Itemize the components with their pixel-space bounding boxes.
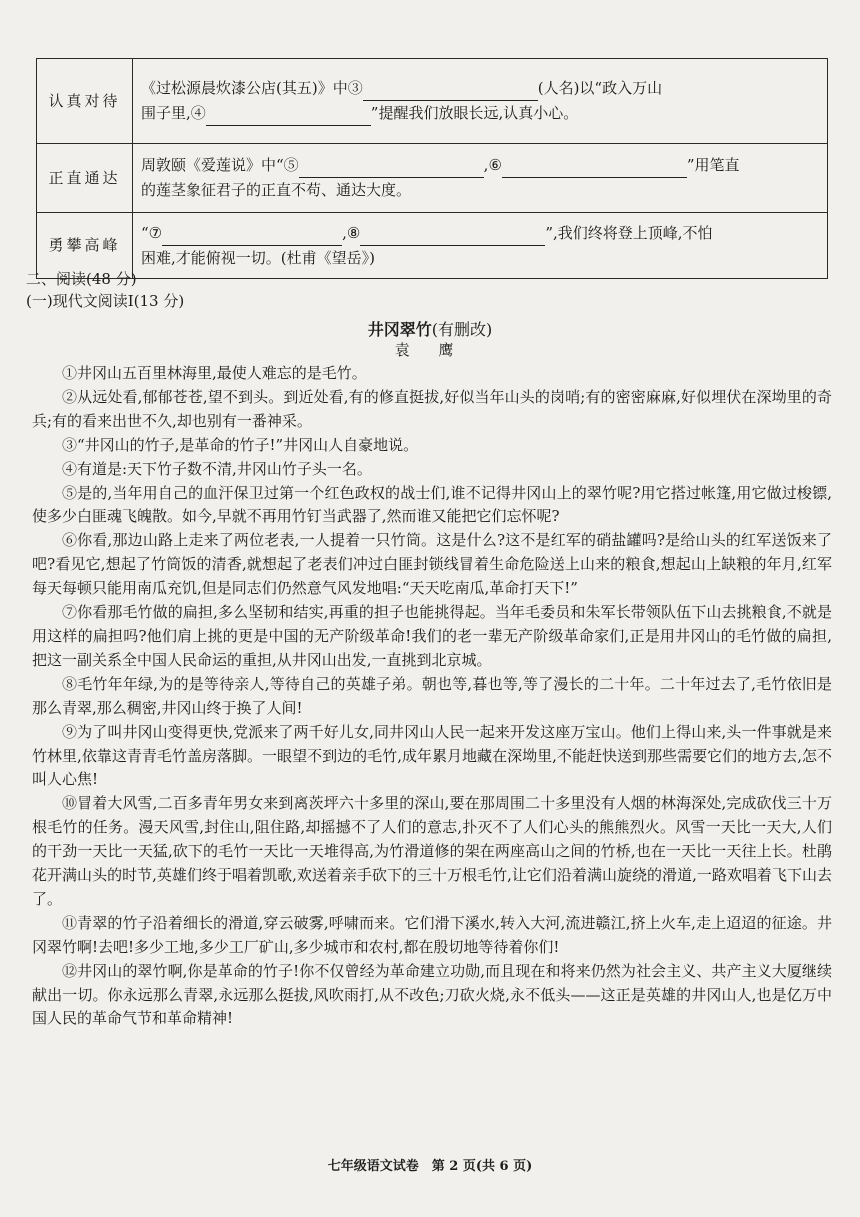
article-body	[32, 362, 832, 1031]
paragraph: ⑨为了叫井冈山变得更快,党派来了两千好儿女,同井冈山人民一起来开发这座万宝山。他们上得山来,头一件事就是来竹林里,依靠这青青毛竹盖房落脚。一眼望不到边的毛竹,成年累月地藏在深坳里,不能赶快送到那些需要它们的地方去,怎不叫人心焦!	[32, 722, 832, 789]
fill-in-table	[36, 58, 828, 279]
page-footer: 七年级语文试卷 第 2 页(共 6 页)	[327, 1159, 533, 1174]
row-text: ,⑥	[483, 156, 502, 174]
table-row	[37, 213, 828, 279]
paragraph: ⑫井冈山的翠竹啊,你是革命的竹子!你不仅曾经为革命建立功勋,而且现在和将来仍然为社会主义、共产主义大厦继续献出一切。你永远那么青翠,永远那么挺拔,风吹雨打,从不改色;刀砍火烧,永不低头——这正是英雄的井冈山人,也是亿万中国人民的革命气节和革命精神!	[32, 961, 832, 1028]
paragraph: ⑩冒着大风雪,二百多青年男女来到离茨坪六十多里的深山,要在那周围二十多里没有人烟的林海深处,完成砍伐三十万根毛竹的任务。漫天风雪,封住山,阻住路,却摇撼不了人们的意志,扑灭不了人们心头的熊熊烈火。风雪一天比一天大,人们的干劲一天比一天猛,砍下的毛竹一天比一天堆得高,为竹滑道修的架在两座高山之间的竹桥,也在一天比一天往上长。杜鹃花开满山头的时节,英雄们终于唱着凯歌,欢送着亲手砍下的三十万根毛竹,让它们沿着满山旋绕的滑道,一路欢唱着飞下山去了。	[32, 794, 832, 908]
paragraph: ⑤是的,当年用自己的血汗保卫过第一个红色政权的战士们,谁不记得井冈山上的翠竹呢?用它搭过帐篷,用它做过梭镖,使多少白匪魂飞魄散。如今,早就不再用竹钉当武器了,然而谁又能把它们忘怀呢?	[32, 483, 832, 526]
table-row	[37, 144, 828, 213]
paragraph: ③“井冈山的竹子,是革命的竹子!”井冈山人自豪地说。	[62, 435, 419, 454]
paragraph: ⑧毛竹年年绿,为的是等待亲人,等待自己的英雄子弟。朝也等,暮也等,等了漫长的二十年。二十年过去了,毛竹依旧是那么青翠,那么稠密,井冈山终于换了人间!	[32, 674, 832, 717]
table-row	[37, 59, 828, 144]
answer-blank-3[interactable]	[363, 83, 538, 101]
row-text: ”,我们终将登上顶峰,不怕	[545, 223, 713, 242]
article-title	[0, 317, 860, 340]
paragraph: ①井冈山五百里林海里,最使人难忘的是毛竹。	[62, 364, 367, 382]
article-author: 袁 鹰	[394, 341, 466, 359]
answer-blank-5[interactable]	[299, 160, 484, 178]
row-text: 围子里,④	[141, 104, 206, 122]
row-content	[133, 213, 828, 279]
answer-blank-4[interactable]	[206, 108, 371, 126]
subsection-heading: (一)现代文阅读Ⅰ(13 分)	[26, 292, 185, 310]
row-text: 《过松源晨炊漆公店(其五)》中③	[141, 79, 363, 97]
paragraph: ⑦你看那毛竹做的扁担,多么坚韧和结实,再重的担子也能挑得起。当年毛委员和朱军长带领队伍下山去挑粮食,不就是用这样的扁担吗?他们肩上挑的更是中国的无产阶级革命!我们的老一辈无产阶级革命家们,正是用井冈山的毛竹做的扁担,把这一副关系全中国人民命运的重担,从井冈山出发,一直挑到北京城。	[32, 603, 832, 669]
row-label: 认真对待	[37, 59, 133, 144]
paragraph: ④有道是:天下竹子数不清,井冈山竹子头一名。	[62, 459, 372, 478]
paragraph: ⑥你看,那边山路上走来了两位老表,一人提着一只竹筒。这是什么?这不是红军的硝盐罐吗?是给山头的红军送饭来了吧?看见它,想起了竹筒饭的清香,就想起了老表们冲过白匪封锁线冒着生命危险送上山来的粮食,想起山上缺粮的年月,红军每天每顿只能用南瓜充饥,但是同志们仍然意气风发地唱:“天天吃南瓜,革命打天下!”	[32, 531, 832, 598]
row-label: 勇攀高峰	[37, 213, 133, 279]
paragraph: ⑪青翠的竹子沿着细长的滑道,穿云破雾,呼啸而来。它们滑下溪水,转入大河,流进赣江,挤上火车,走上迢迢的征途。井冈翠竹啊!去吧!多少工地,多少工厂矿山,多少城市和农村,都在殷切地等待着你们!	[32, 913, 832, 956]
row-text: (人名)以“政入万山	[537, 79, 663, 97]
paragraph: ②从远处看,郁郁苍苍,望不到头。到近处看,有的修直挺拔,好似当年山头的岗哨;有的密密麻麻,好似埋伏在深坳里的奇兵;有的看来出世不久,却也别有一番神采。	[32, 387, 832, 430]
row-text: 困难,才能俯视一切。(杜甫《望岳》)	[141, 248, 375, 267]
answer-blank-6[interactable]	[502, 160, 687, 178]
answer-blank-8[interactable]	[360, 228, 545, 246]
row-label: 正直通达	[37, 144, 133, 213]
row-text: ,⑧	[342, 223, 361, 242]
row-content	[133, 59, 828, 144]
row-text: ”提醒我们放眼长远,认真小心。	[370, 104, 579, 122]
title-note: (有删改)	[431, 320, 493, 339]
row-content	[133, 144, 828, 213]
row-text: ”用笔直	[686, 156, 740, 174]
row-text: “⑦	[141, 223, 163, 242]
row-text: 周敦颐《爱莲说》中“⑤	[141, 156, 299, 174]
title-text: 井冈翠竹	[367, 320, 432, 339]
answer-blank-7[interactable]	[162, 228, 342, 246]
section-heading: 二、阅读(48 分)	[26, 270, 137, 288]
row-text: 的莲茎象征君子的正直不苟、通达大度。	[141, 181, 412, 199]
